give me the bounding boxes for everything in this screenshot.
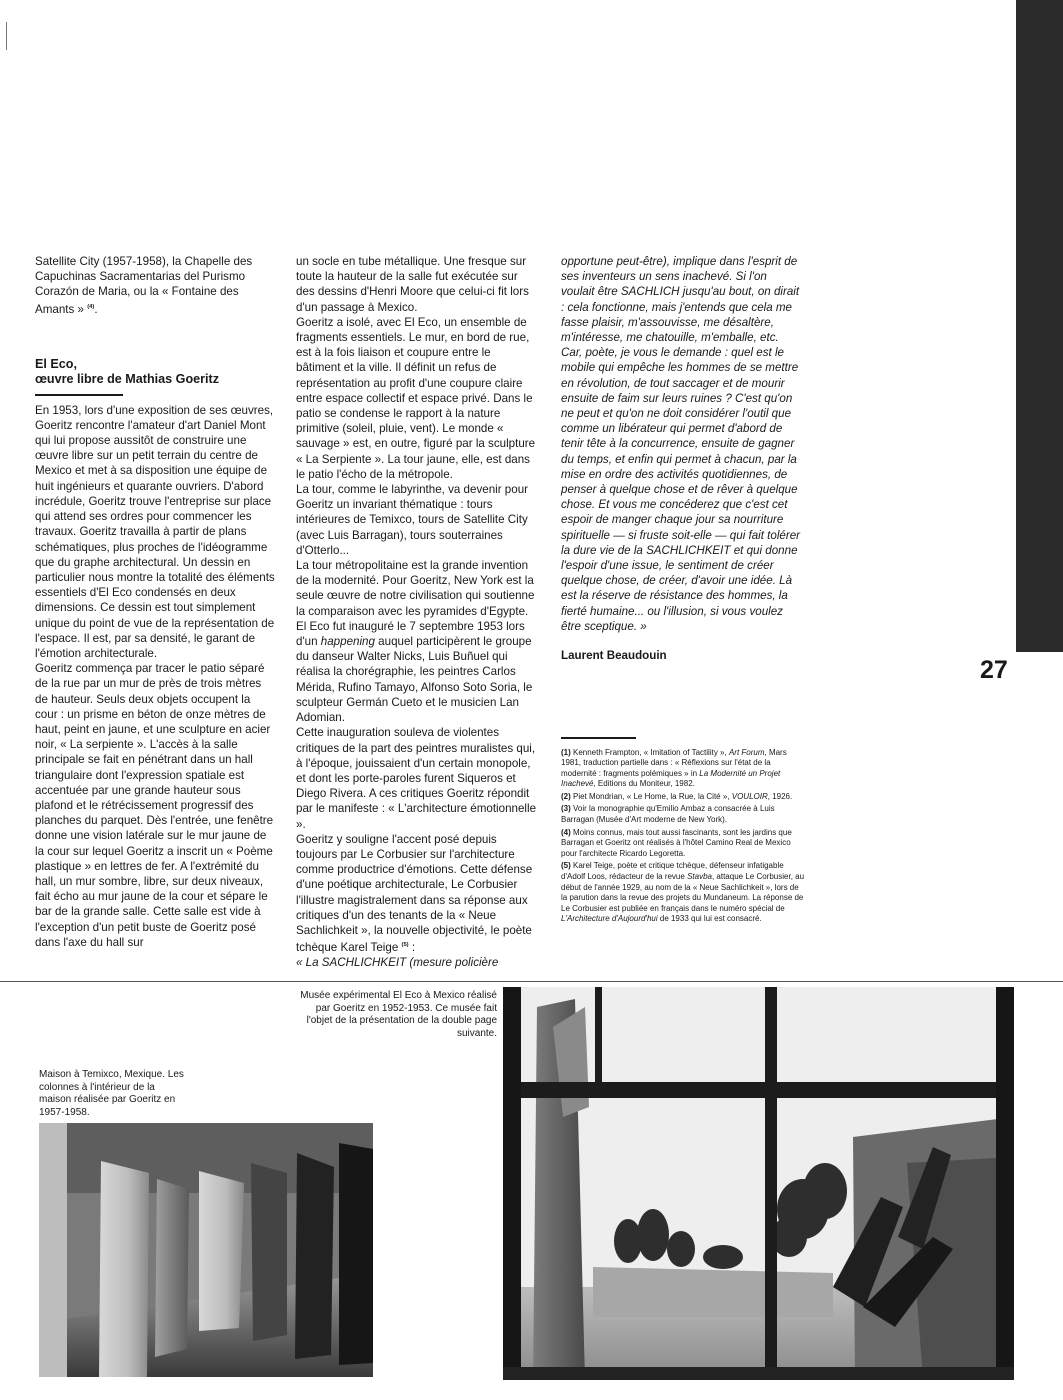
emphasis: happening: [320, 635, 375, 649]
photo-el-eco-patio: [503, 987, 1014, 1380]
text-column-1: [35, 254, 275, 950]
heading-line-2: œuvre libre de Mathias Goeritz: [35, 372, 220, 387]
footnote-emphasis: VOULOIR: [731, 791, 768, 801]
footnote-text: Karel Teige, poète et critique tchèque, défenseur infatigable d'Adolf Loos, rédacteur de la revue: [561, 861, 784, 882]
footnote-number: (4): [561, 827, 573, 837]
section-heading: [35, 357, 275, 388]
footnote: [561, 792, 805, 803]
footnote-number: (3): [561, 804, 573, 814]
photo-temixco-columns: [39, 1123, 373, 1377]
author-signature: Laurent Beaudouin: [561, 649, 667, 663]
footnote-text: Voir la monographie qu'Emilio Ambaz a consacrée à Luis Barragan (Musée d'Art moderne de New York).: [561, 804, 775, 825]
intro-paragraph: [35, 254, 275, 317]
footnote-text: Kenneth Frampton, « Imitation of Tactility »,: [573, 747, 729, 757]
quote-start: « La SACHLICHKEIT (mesure policière: [296, 956, 499, 970]
footnote-text: , Editions du Moniteur, 1982.: [593, 779, 695, 789]
paragraph: En 1953, lors d'une exposition de ses œuvres, Goeritz rencontre l'amateur d'art Daniel Mont qui lui propose aussitôt de construire une œuvre libre sur un petit terrain du centre de Mexico et met à sa disposition une équipe de huit ingénieurs et quarante ouvriers. D'abord incrédule, Goeritz trouve l'entreprise sur place qui attend ses ordres pour commencer les travaux. Goeritz travailla à partir de plans schématiques, plus proches de l'idéogramme que du graphe architectural. Un dessin en particulier nous montre la totalité des éléments essentiels d'El Eco condensés en deux dimensions. Ce dessin est tout simplement unique du point de vue de la représentation de l'espace. Il est, par sa densité, le garant de l'émotion architecturale.: [35, 403, 275, 660]
footnote-text: , Mars 1981, traduction partielle dans : « Réflexions sur l'état de la modernité : fragments polémiques » in: [561, 747, 787, 778]
heading-rule: [35, 394, 123, 396]
footnote-number: (5): [561, 861, 573, 871]
page-edge-bar: [1016, 0, 1063, 652]
paragraph-text: Goeritz y souligne l'accent posé depuis toujours par Le Corbusier sur l'architecture comme productrice d'émotions. Cette défense d'une poétique architecturale, Le Corbusier l'illustre magistralement dans sa réponse aux critiques d'un des tenants de la « Neue Sachlichkeit », la nouvelle objectivité, le poète tchèque Karel Teige: [296, 832, 533, 954]
footnote-number: (2): [561, 791, 573, 801]
footnote-emphasis: Stavba: [687, 872, 712, 882]
paragraph: La tour, comme le labyrinthe, va devenir pour Goeritz un invariant thématique : tours intérieures de Temixco, tours de Satellite City (avec Luis Barragan), tours souterraines d'Otterlo...: [296, 483, 528, 557]
temixco-photo-drawing: [39, 1123, 373, 1377]
footnote-ref[interactable]: (4): [87, 303, 95, 310]
footnotes: [561, 737, 805, 927]
paragraph: La tour métropolitaine est la grande invention de la modernité. Pour Goeritz, New York est la seule œuvre de notre civilisation qui soutienne la comparaison avec les pyramides d'Egypte.: [296, 559, 535, 618]
paragraph: [296, 619, 536, 725]
footnote: [561, 828, 805, 860]
caption-temixco: Maison à Temixco, Mexique. Les colonnes à l'intérieur de la maison réalisée par Goeritz en 1957-1958.: [39, 1069, 184, 1118]
paragraph-text: :: [408, 941, 416, 954]
page-number: 27: [980, 656, 1008, 684]
heading-line-1: El Eco,: [35, 356, 77, 371]
paragraph: Goeritz a isolé, avec El Eco, un ensemble de fragments essentiels. Le mur, en bord de rue, est à la fois liaison et coupure entre le bâtiment et la ville. Il définit un refus de représentation au profit d'une coupure claire entre espace collectif et espace privé. Dans le patio se condense le rapport à la nature primitive (soleil, pluie, vent). Le monde « sauvage » est, en outre, figuré par la sculpture « La Serpiente ». La tour jaune, elle, est dans le patio l'écho de la métropole.: [296, 315, 536, 481]
intro-text: Satellite City (1957-1958), la Chapelle des Capuchinas Sacramentarias del Purismo Corazón de Maria, ou la « Fontaine des Amants »: [35, 255, 253, 316]
footnotes-rule: [561, 737, 636, 739]
footnote-ref[interactable]: (5): [401, 942, 409, 949]
footnote-text: , attaque Le Corbusier, au début de l'année 1929, au nom de la « Neue Sachlichkeit », lors de la parution dans la revue des projets du Mundaneum. La réponse de Le Corbusier est publiée en français dans le numéro spécial de: [561, 872, 805, 913]
scan-mark: [6, 22, 7, 50]
footnote-text: de 1933 qui lui est consacré.: [657, 914, 762, 924]
footnotes-list: [561, 748, 805, 926]
paragraph: Goeritz commença par tracer le patio séparé de la rue par un mur de près de trois mètres de hauteur. Seuls deux objets occupent la cour : un prisme en béton de onze mètres de haut, peint en jaune, et une sculpture en acier noir, « La serpiente ». L'accès à la salle principale se fait en pénétrant dans un hall triangulaire dont l'expression spatiale est accentuée par une grande hauteur sous plafond et le rétrécissement progressif des planches du parquet. Dès l'entrée, une fenêtre donne une vision latérale sur le mur jaune de la cour sur lequel Goeritz a inscrit un « Poème plastique » en lettres de fer. A l'extrémité du hall, un mur sombre, libre, sur deux niveaux, fait écho au mur jaune de la cour et sépare le bar de la grande salle. Cette salle est vide à l'exception d'un petit buste de Goeritz posé dans l'axe du hall sur: [35, 662, 274, 949]
paragraph: Cette inauguration souleva de violentes critiques de la part des peintres muralistes qui, à l'époque, jouissaient d'un certain monopole, et dont les porte-paroles furent Siqueros et Diego Rivera. A ces critiques Goeritz répondit par le manifeste : « L'architecture émotionnelle ».: [296, 726, 537, 831]
paragraph-text: auquel participèrent le groupe du danseur Walter Nicks, Luis Buñuel qui réalisa la chorégraphie, les peintres Carlos Mérida, Rufino Tamayo, Alfonso Soto Soria, le sculpteur Germán Cueto et le musicien Lan Adomian.: [296, 635, 533, 725]
section-divider: [0, 981, 1063, 982]
paragraph-text: El Eco fut inauguré le 7 septembre 1953 lors d'un: [296, 619, 525, 649]
text-column-2: [296, 254, 536, 970]
text-column-3: [561, 254, 801, 663]
footnote-text: Moins connus, mais tout aussi fascinants, sont les jardins que Barragan et Goeritz ont réalisés à l'hôtel Camino Real de Mexico pour l'architecte Ricardo Legoretta.: [561, 827, 792, 858]
el-eco-photo-drawing: [503, 987, 1014, 1380]
footnote: [561, 748, 805, 790]
footnote: [561, 804, 805, 825]
footnote-emphasis: La Modernité un Projet Inachevé: [561, 768, 781, 789]
footnote-number: (1): [561, 747, 573, 757]
caption-el-eco: Musée expérimental El Eco à Mexico réalisé par Goeritz en 1952-1953. Ce musée fait l'objet de la présentation de la double page suivante.: [300, 990, 497, 1039]
footnote-emphasis: Art Forum: [728, 747, 765, 757]
paragraph: un socle en tube métallique. Une fresque sur toute la hauteur de la salle fut exécutée sur des dessins d'Henri Moore que celui-ci fit lors d'un passage à Mexico.: [296, 255, 529, 314]
intro-end: .: [94, 302, 98, 316]
footnote-text: Piet Mondrian, « Le Home, la Rue, la Cité »,: [573, 791, 732, 801]
quote-paragraph: opportune peut-être), implique dans l'esprit de ses inventeurs un sens inachevé. Si l'on voulait être SACHLICH jusqu'au bout, on dirait : cela fonctionne, mais j'entends que cela me fasse plaisir, m'assouvisse, me désaltère, m'intéresse, me chatouille, m'emballe, etc. Car, poète, je vous le demande : quel est le mobile qui empêche les hommes de se mettre en révolution, de tout saccager et de mourir ensuite de faim sur leurs ruines ? C'est qu'on ne peut et qu'on ne doit considérer l'outil que comme un libérateur qui permet d'abord de tenir tête à la concurrence, ensuite de gagner du temps, et enfin qui permet à chacun, par la mise en ordre des activités quotidiennes, de penser à quelque chose et de rêver à quelque chose. Et vous me concéderez que c'est cet espoir de manger chaque jour sa nourriture spirituelle — si fruste soit-elle — qui fait tolérer la dure vie de la SACHLICHKEIT et qui donne l'espoir d'une issue, le sentiment de créer quelque chose, de créer, d'avoir une idée. Là est la réserve de résistance des hommes, la fierté humaine... ou l'illusion, si vous voulez être sceptique. »: [561, 255, 801, 633]
paragraph: [296, 832, 536, 955]
footnote-emphasis: L'Architecture d'Aujourd'hui: [561, 914, 658, 924]
footnote-text: , 1926.: [767, 791, 793, 801]
footnote: [561, 861, 805, 925]
